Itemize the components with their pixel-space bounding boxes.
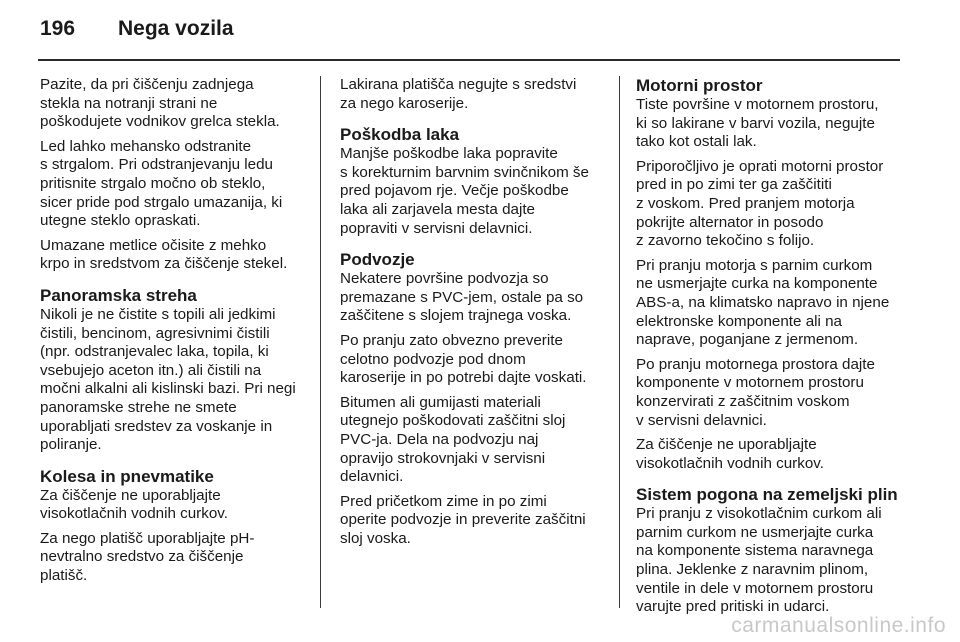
text-column-2	[340, 76, 608, 554]
paragraph: Pazite, da pri čiščenju zadnjega stekla na notranji strani ne poškodujete vodnikov grelca stekla.	[40, 76, 280, 131]
paragraph: Umazane metlice očisite z mehko krpo in sredstvom za čiščenje stekel.	[40, 236, 288, 273]
column-divider-1	[320, 76, 321, 608]
page-title: Nega vozila	[118, 17, 234, 40]
paragraph: Po pranju motornega prostora dajte komponente v motornem prostoru konzervirati z zaščitnim voskom v servisni delavnici.	[636, 355, 875, 429]
section-heading: Panoramska streha	[40, 285, 197, 305]
paragraph: Priporočljivo je oprati motorni prostor pred in po zimi ter ga zaščititi z voskom. Pred pranjem motorja pokrijte alternator in posodo z zavorno tekočino s folijo.	[636, 157, 884, 250]
paragraph: Manjše poškodbe laka popravite s korekturnim barvnim svinčnikom še pred pojavom rje. Večje poškodbe laka ali zarjavela mesta dajte popraviti v servisni delavnici.	[340, 145, 589, 237]
page-header	[40, 17, 234, 49]
paragraph: Za čiščenje ne uporabljajte visokotlačnih vodnih curkov.	[40, 486, 228, 523]
header-divider	[38, 59, 900, 61]
section-heading: Podvozje	[340, 250, 415, 270]
column-divider-2	[619, 76, 620, 608]
section-heading: Motorni prostor	[636, 76, 763, 95]
text-column-3	[636, 76, 904, 623]
paragraph: Led lahko mehansko odstranite s strgalom. Pri odstranjevanju ledu pritisnite strgalo močno ob steklo, sicer pride pod strgalo umazanija, ki utegne steklo opraskati.	[40, 137, 283, 230]
paragraph: Pri pranju z visokotlačnim curkom ali parnim curkom ne usmerjajte curka na komponente sistema naravnega plina. Jeklenke z naravnim plinom, ventile in dele v motornem prostoru varujte pred pritiski in udarci.	[636, 505, 882, 616]
watermark: carmanualsonline.info	[731, 614, 946, 637]
page-number: 196	[40, 17, 76, 40]
paragraph: Pred pričetkom zime in po zimi operite podvozje in preverite zaščitni sloj voska.	[340, 492, 586, 547]
text-column-1	[40, 76, 312, 592]
section-heading: Sistem pogona na zemeljski plin	[636, 485, 898, 505]
paragraph: Za nego platišč uporabljajte pH- nevtralno sredstvo za čiščenje platišč.	[40, 529, 255, 585]
paragraph: Tiste površine v motornem prostoru, ki so lakirane v barvi vozila, negujte tako kot ostali lak.	[636, 96, 879, 151]
section-heading: Kolesa in pnevmatike	[40, 466, 214, 486]
paragraph: Nekatere površine podvozja so premazane s PVC-jem, ostale pa so zaščitene s slojem trajnega voska.	[340, 270, 584, 325]
paragraph: Lakirana platišča negujte s sredstvi za nego karoserije.	[340, 76, 577, 112]
paragraph: Pri pranju motorja s parnim curkom ne usmerjajte curka na komponente ABS-a, na klimatsko napravo in njene elektronske komponente ali na naprave, poganjane z jermenom.	[636, 256, 890, 349]
paragraph: Za čiščenje ne uporabljajte visokotlačnih vodnih curkov.	[636, 436, 824, 472]
paragraph: Bitumen ali gumijasti materiali utegnejo poškodovati zaščitni sloj PVC-ja. Dela na podvozju naj opravijo strokovnjaki v servisni delavnici.	[340, 393, 566, 486]
section-heading: Poškodba laka	[340, 125, 460, 145]
paragraph: Po pranju zato obvezno preverite celotno podvozje pod dnom karoserije in po potrebi dajte voskati.	[340, 331, 587, 387]
paragraph: Nikoli je ne čistite s topili ali jedkimi čistili, bencinom, agresivnimi čistili (npr. odstranjevalec laka, topila, ki vsebujejo aceton itn.) ali čistili na močni alkalni ali kislinski bazi. Pri negi panoramske strehe ne smete uporabljati sredstev za voskanje in poliranje.	[40, 305, 296, 454]
